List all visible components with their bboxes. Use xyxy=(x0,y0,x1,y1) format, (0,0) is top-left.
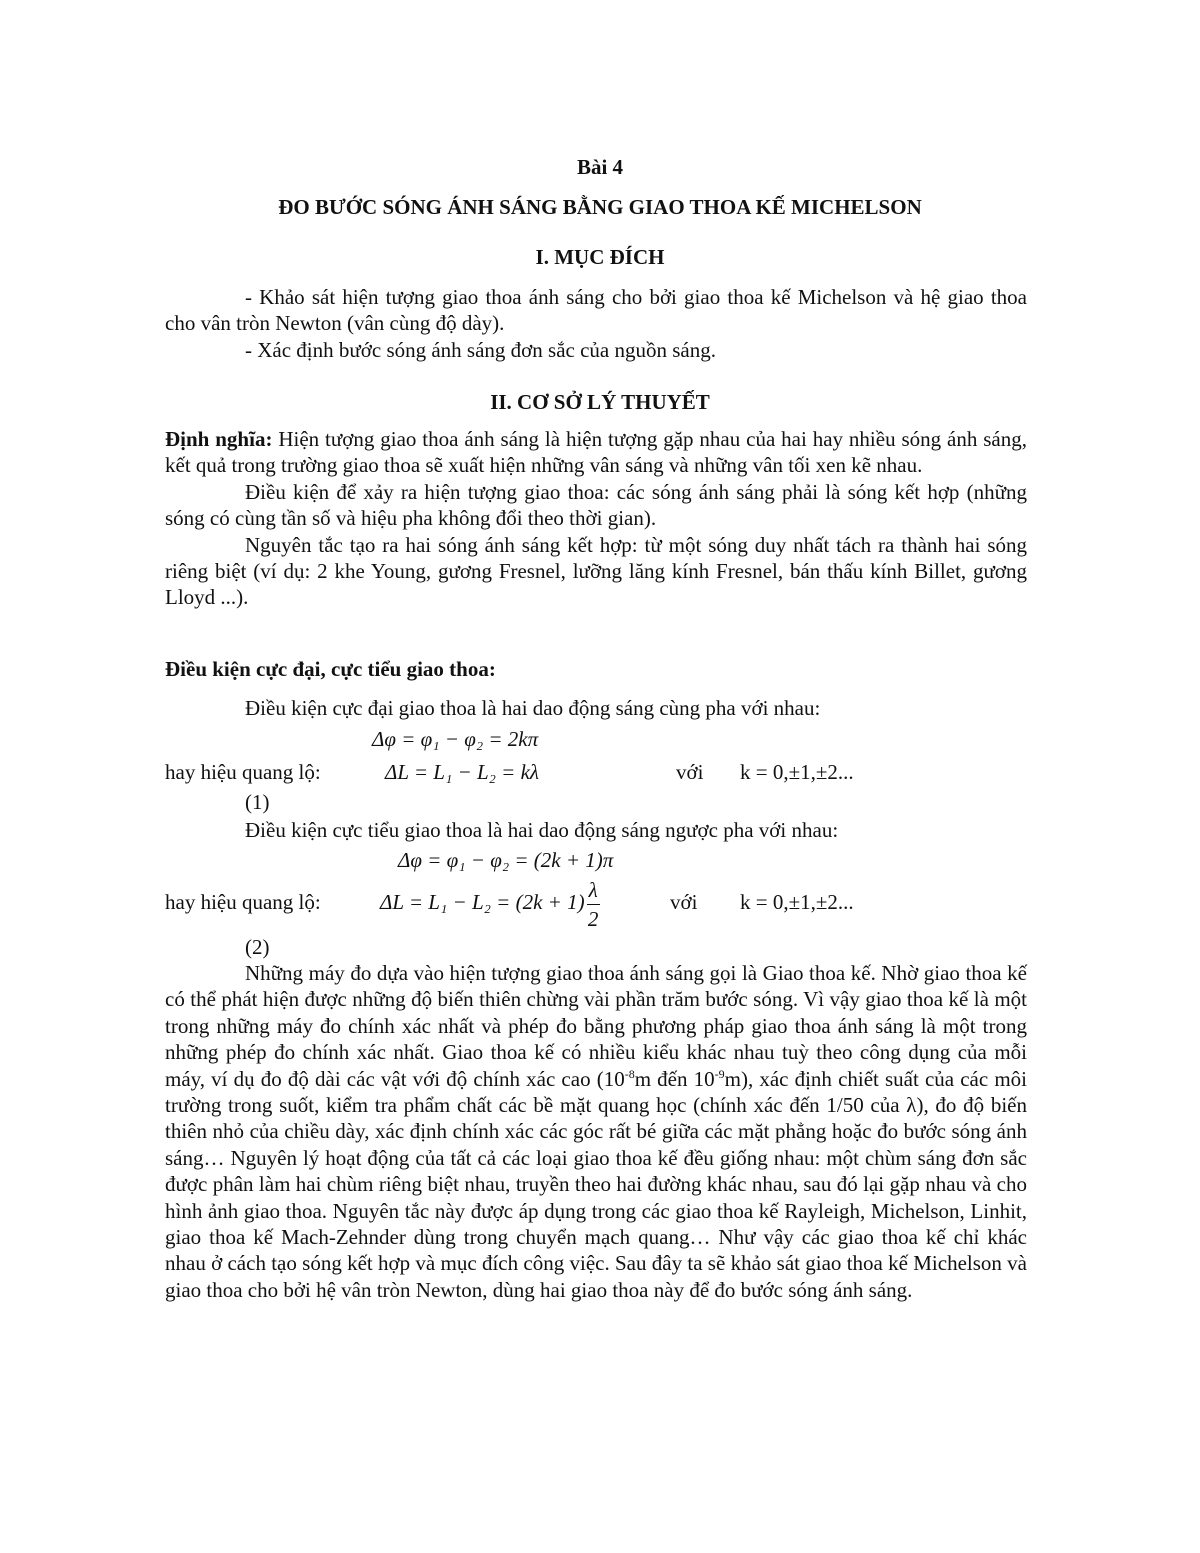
exponent-minus-9: -9 xyxy=(714,1066,725,1081)
purpose-item-1: - Khảo sát hiện tượng giao thoa ánh sáng cho bởi giao thoa kế Michelson và hệ giao thoa cho vân tròn Newton (vân cùng độ dày). xyxy=(165,285,1027,336)
lesson-number: Bài 4 xyxy=(576,155,624,179)
interferometer-paragraph xyxy=(165,960,1027,1303)
maximum-k-values: k = 0,±1,±2... xyxy=(740,760,854,784)
minimum-k-values: k = 0,±1,±2... xyxy=(740,890,854,914)
fraction-numerator: λ xyxy=(587,876,600,905)
interferometer-block xyxy=(165,960,1027,1303)
definition-text: Hiện tượng giao thoa ánh sáng là hiện tượng gặp nhau của hai hay nhiều sóng ánh sáng, kết quả trong trường giao thoa sẽ xuất hiện những vân sáng và những vân tối xen kẽ nhau. xyxy=(165,427,1027,478)
maximum-phase-equation: Δφ = φ₁ − φ₂ = 2kπ xyxy=(372,727,539,751)
equation-number-2: (2) xyxy=(245,935,270,959)
purpose-block xyxy=(165,284,1027,363)
maximum-path-equation: ΔL = L₁ − L₂ = kλ xyxy=(385,760,540,784)
extrema-heading: Điều kiện cực đại, cực tiểu giao thoa: xyxy=(165,657,496,681)
coherence-paragraph: Điều kiện để xảy ra hiện tượng giao thoa: các sóng ánh sáng phải là sóng kết hợp (những sóng có cùng tần số và hiệu pha không đổi theo thời gian). xyxy=(165,479,1027,531)
interferometer-text-part-2: m đến 10 xyxy=(634,1066,715,1091)
minimum-path-label: hay hiệu quang lộ: xyxy=(165,890,321,914)
minimum-path-expression: ΔL = L₁ − L₂ = (2k + 1) xyxy=(380,890,585,914)
interferometer-text-part-1: Những máy đo dựa vào hiện tượng giao thoa ánh sáng gọi là Giao thoa kế. Nhờ giao thoa kế có thể phát hiện được những độ biến thiên chừng vài phần trăm bước sóng. Vì vậy giao thoa kế là một trong những máy đo chính xác nhất và phép đo bằng phương pháp giao thoa ánh sáng là một trong những phép đo chính xác nhất. Giao thoa kế có nhiều kiểu khác nhau tuỳ theo công dụng của mỗi máy, ví dụ đo độ dài các vật với độ chính xác cao (10 xyxy=(165,961,1027,1091)
fraction-denominator: 2 xyxy=(587,906,599,931)
minimum-condition-text: Điều kiện cực tiểu giao thoa là hai dao động sáng ngược pha với nhau: xyxy=(245,818,839,842)
theory-block xyxy=(165,426,1027,611)
exponent-minus-8: -8 xyxy=(624,1066,635,1081)
interferometer-text-part-3: m), xác định chiết suất của các môi trường trong suốt, kiểm tra phẩm chất các bề mặt quang học (chính xác đến 1/50 của λ), đo độ biến thiên nhỏ của chiều dày, xác định chính xác các góc rất bé giữa các mặt phẳng hoặc đo bước sóng ánh sáng… Nguyên lý hoạt động của tất cả các loại giao thoa kế đều giống nhau: một chùm sáng đơn sắc được phân làm hai chùm riêng biệt nhau, truyền theo hai đường khác nhau, sau đó lại gặp nhau và cho hình ảnh giao thoa. Nguyên tắc này được áp dụng trong các giao thoa kế Rayleigh, Michelson, Linhit, giao thoa kế Mach-Zehnder dùng trong chuyển mạch quang… Như vậy các giao thoa kế chỉ khác nhau ở cách tạo sóng kết hợp và mục đích công việc. Sau đây ta sẽ khảo sát giao thoa kế Michelson và giao thoa cho bởi hệ vân tròn Newton, dùng hai giao thoa này để đo bước sóng ánh sáng. xyxy=(165,1066,1027,1302)
document-title: ĐO BƯỚC SÓNG ÁNH SÁNG BẰNG GIAO THOA KẾ MICHELSON xyxy=(278,195,922,219)
section-heading-theory: II. CƠ SỞ LÝ THUYẾT xyxy=(490,390,710,414)
maximum-condition-text: Điều kiện cực đại giao thoa là hai dao động sáng cùng pha với nhau: xyxy=(245,696,821,720)
maximum-with-label: với xyxy=(676,760,704,784)
purpose-item-2: - Xác định bước sóng ánh sáng đơn sắc của nguồn sáng. xyxy=(245,337,716,362)
half-wavelength-fraction xyxy=(587,876,600,933)
principle-paragraph: Nguyên tắc tạo ra hai sóng ánh sáng kết hợp: từ một sóng duy nhất tách ra thành hai sóng riêng biệt (ví dụ: 2 khe Young, gương Fresnel, lưỡng lăng kính Fresnel, bán thấu kính Billet, gương Lloyd ...). xyxy=(165,532,1027,610)
minimum-phase-equation: Δφ = φ₁ − φ₂ = (2k + 1)π xyxy=(398,848,614,872)
minimum-path-equation xyxy=(380,873,600,933)
maximum-path-label: hay hiệu quang lộ: xyxy=(165,760,321,784)
equation-number-1: (1) xyxy=(245,790,270,814)
minimum-with-label: với xyxy=(670,890,698,914)
definition-paragraph xyxy=(165,426,1027,479)
definition-label: Định nghĩa: xyxy=(165,427,273,451)
section-heading-purpose: I. MỤC ĐÍCH xyxy=(535,245,665,269)
